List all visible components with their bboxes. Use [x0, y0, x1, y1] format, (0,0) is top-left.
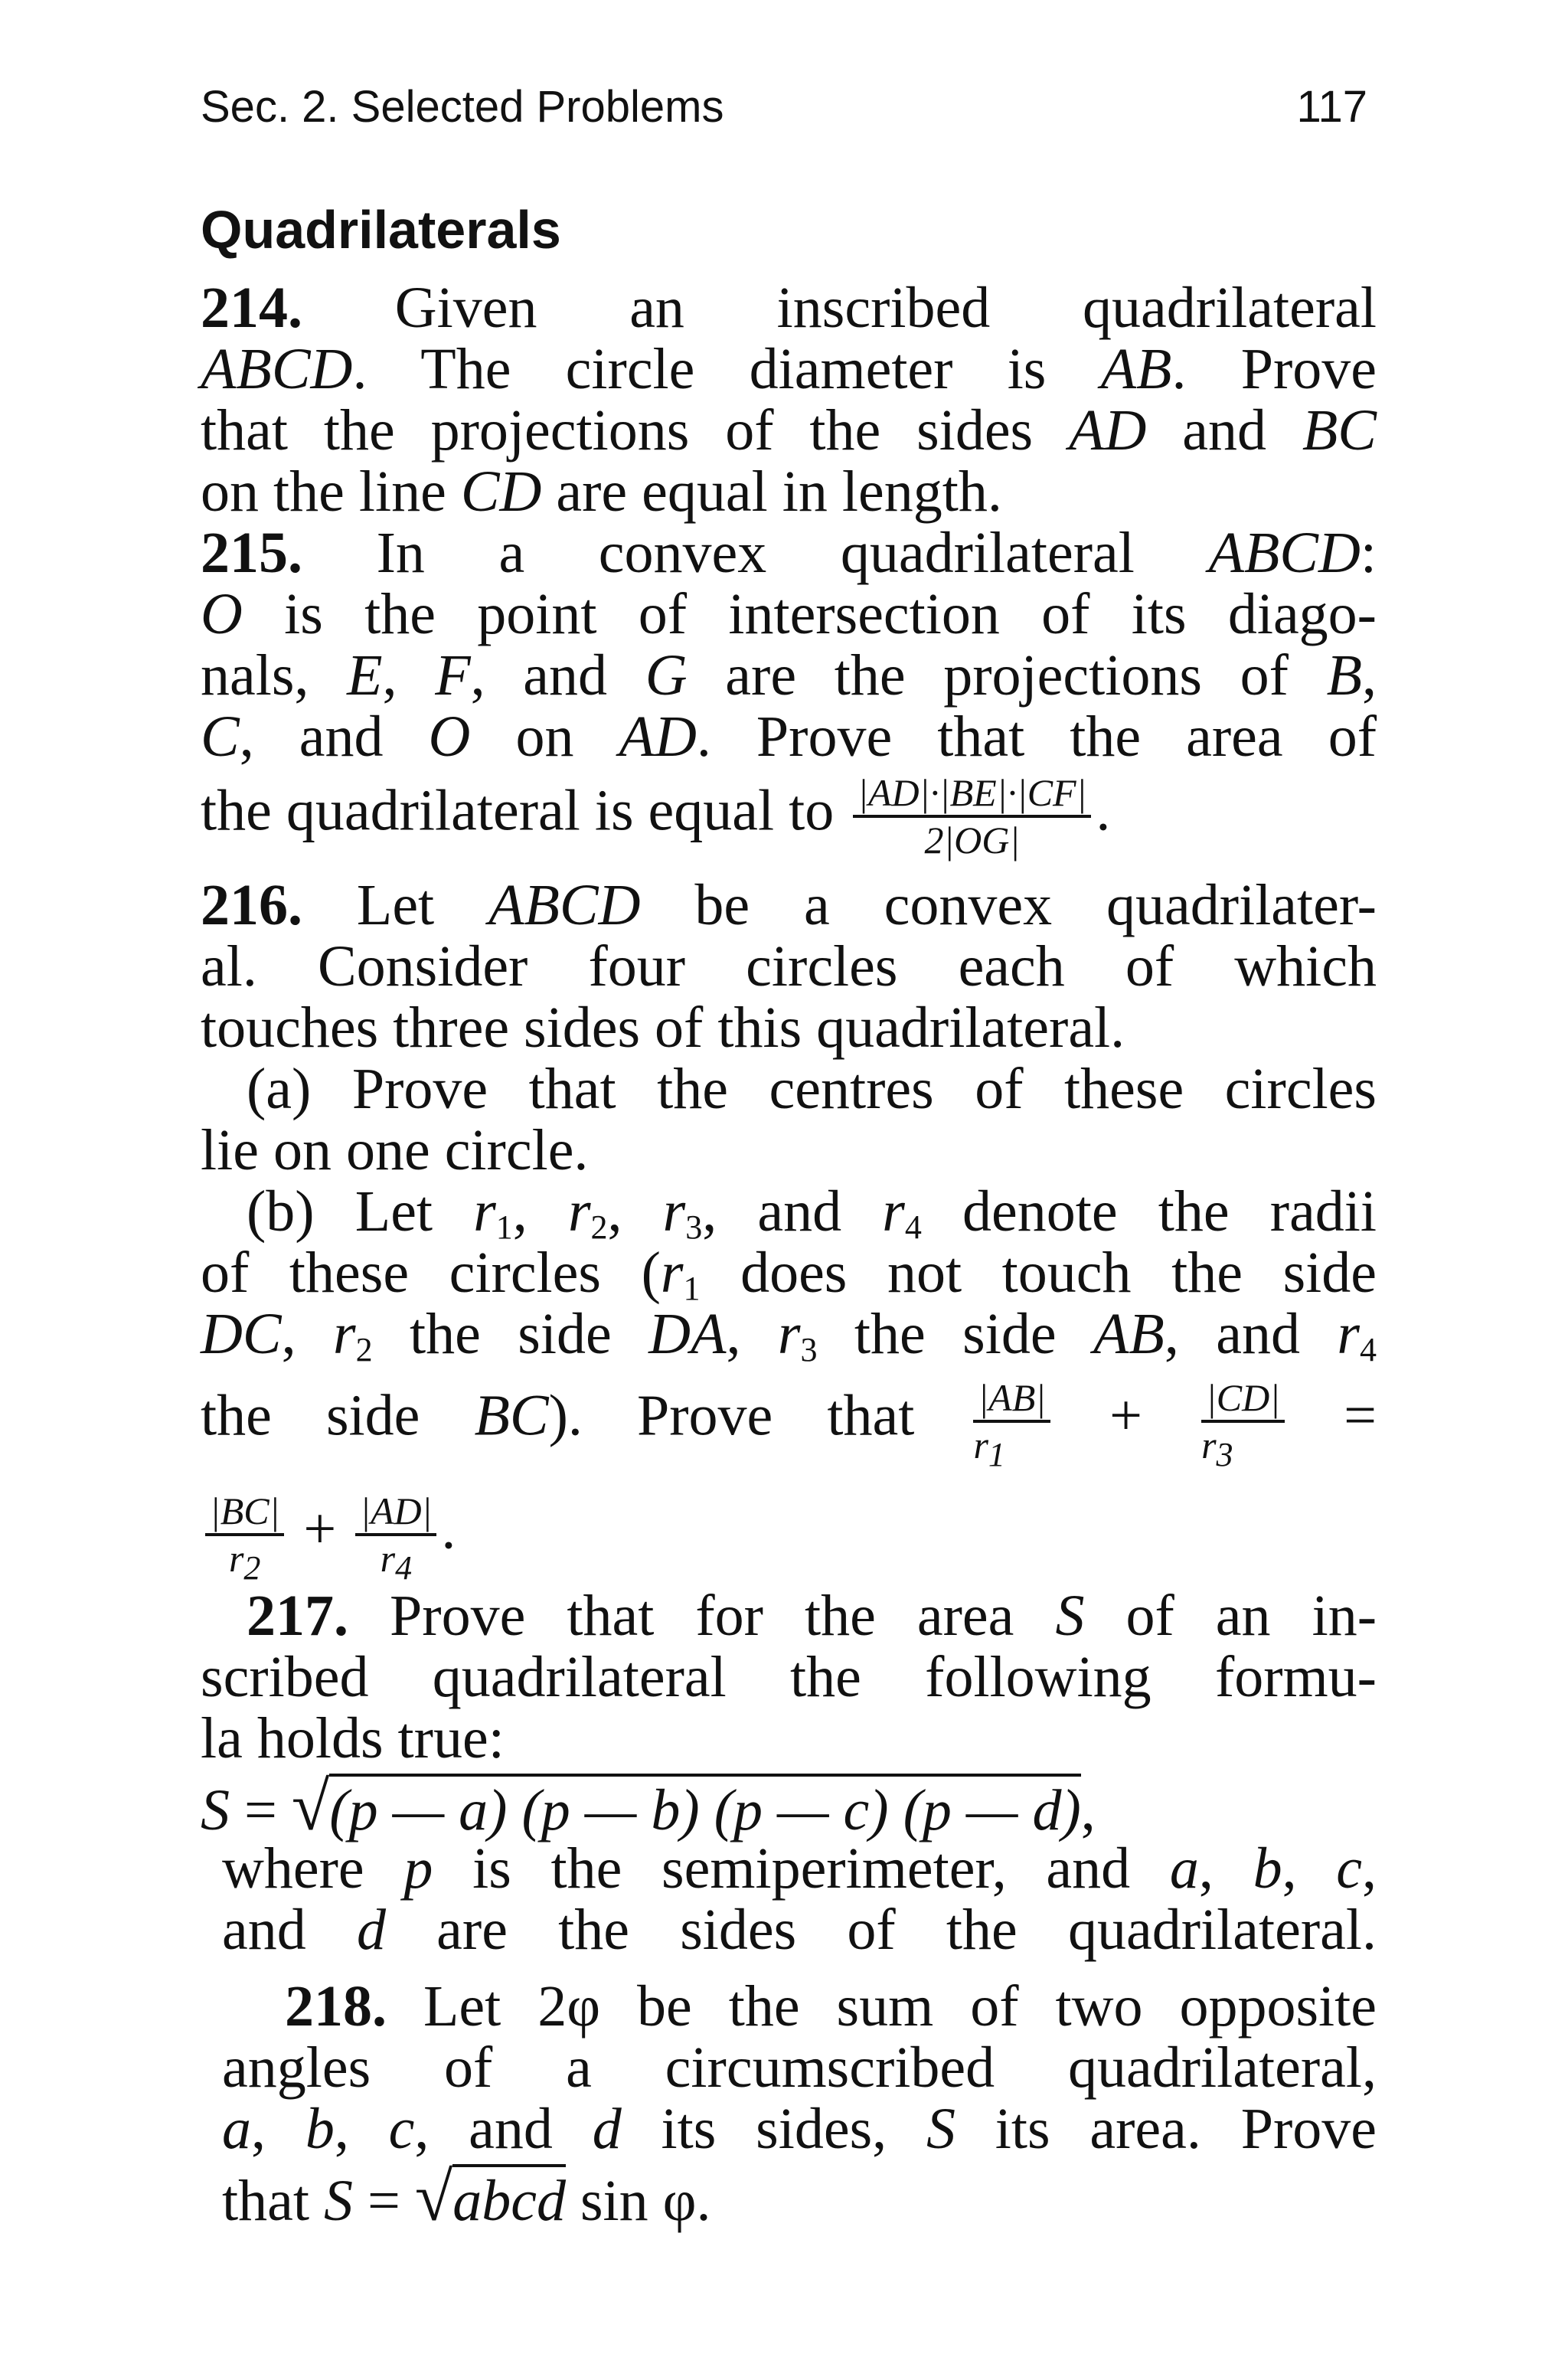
area-formula: S = √(p — a) (p — b) (p — c) (p — d),: [201, 1769, 1096, 1845]
problem-number: 215.: [201, 521, 302, 585]
problem-number: 217.: [247, 1584, 348, 1648]
problem-number: 218.: [285, 1974, 387, 2039]
book-page: Sec. 2. Selected Problems 117 Quadrilaterals 214. Given an inscribed quadrilateral ABCD. The circle diameter is AB. Prove that the projections of the sides AD and BC on the line CD are equal in length. 215. In a convex quadrilateral ABCD: O is the point of intersection of its diago- nals, E, F, and G are the projections of B, C, and O on AD. Prove that the area of the quadrilateral is equal to $\frac{|AD|\cdot|BE|\cdot|CF|}{2|OG|}$ . 216. Let ABCD be a convex quadrilater- al. Consider four circles each of which touches three sides of this quadrilateral. (a) Prove that the centres of these circles lie on one circle. (b) Let $r_1$, $r_2$, $r_3$, and $r_4$ denote the radii of these circles ($r_1$ does not touch the side DC, $r_2$ the side DA, $r_3$ the side AB, and $r_4$ the side BC). Prove that $\frac{|AB|}{r_1}$ + $\frac{|CD|}{r_3}$ = $\frac{|BC|}{r_2}$ + $\frac{|AD|}{r_4}$ . 217. Prove that for the area S of an in- scribed quadrilateral the following formu- la holds true: S = √(p — a) (p — b) (p — c) (p — d), where p is the semiperimeter, and a, b, c, and d are the sides of the quadrilateral. 218. Let 2φ be the sum of two opposite angles of a circumscribed quadrilateral, a, b, c, and d its sides, S its area. Prove that S = √abcd sin φ.: [0, 0, 1568, 2377]
section-title: Quadrilaterals: [201, 200, 561, 260]
page-number: 117: [1296, 82, 1367, 132]
problem-number: 214.: [201, 276, 302, 340]
problem-number: 216.: [201, 873, 302, 937]
area-fraction: $\frac{|AD|\cdot|BE|\cdot|CF|}{2|OG|}$: [853, 773, 1091, 859]
running-head: Sec. 2. Selected Problems: [201, 82, 724, 132]
page-header: [201, 77, 1377, 138]
